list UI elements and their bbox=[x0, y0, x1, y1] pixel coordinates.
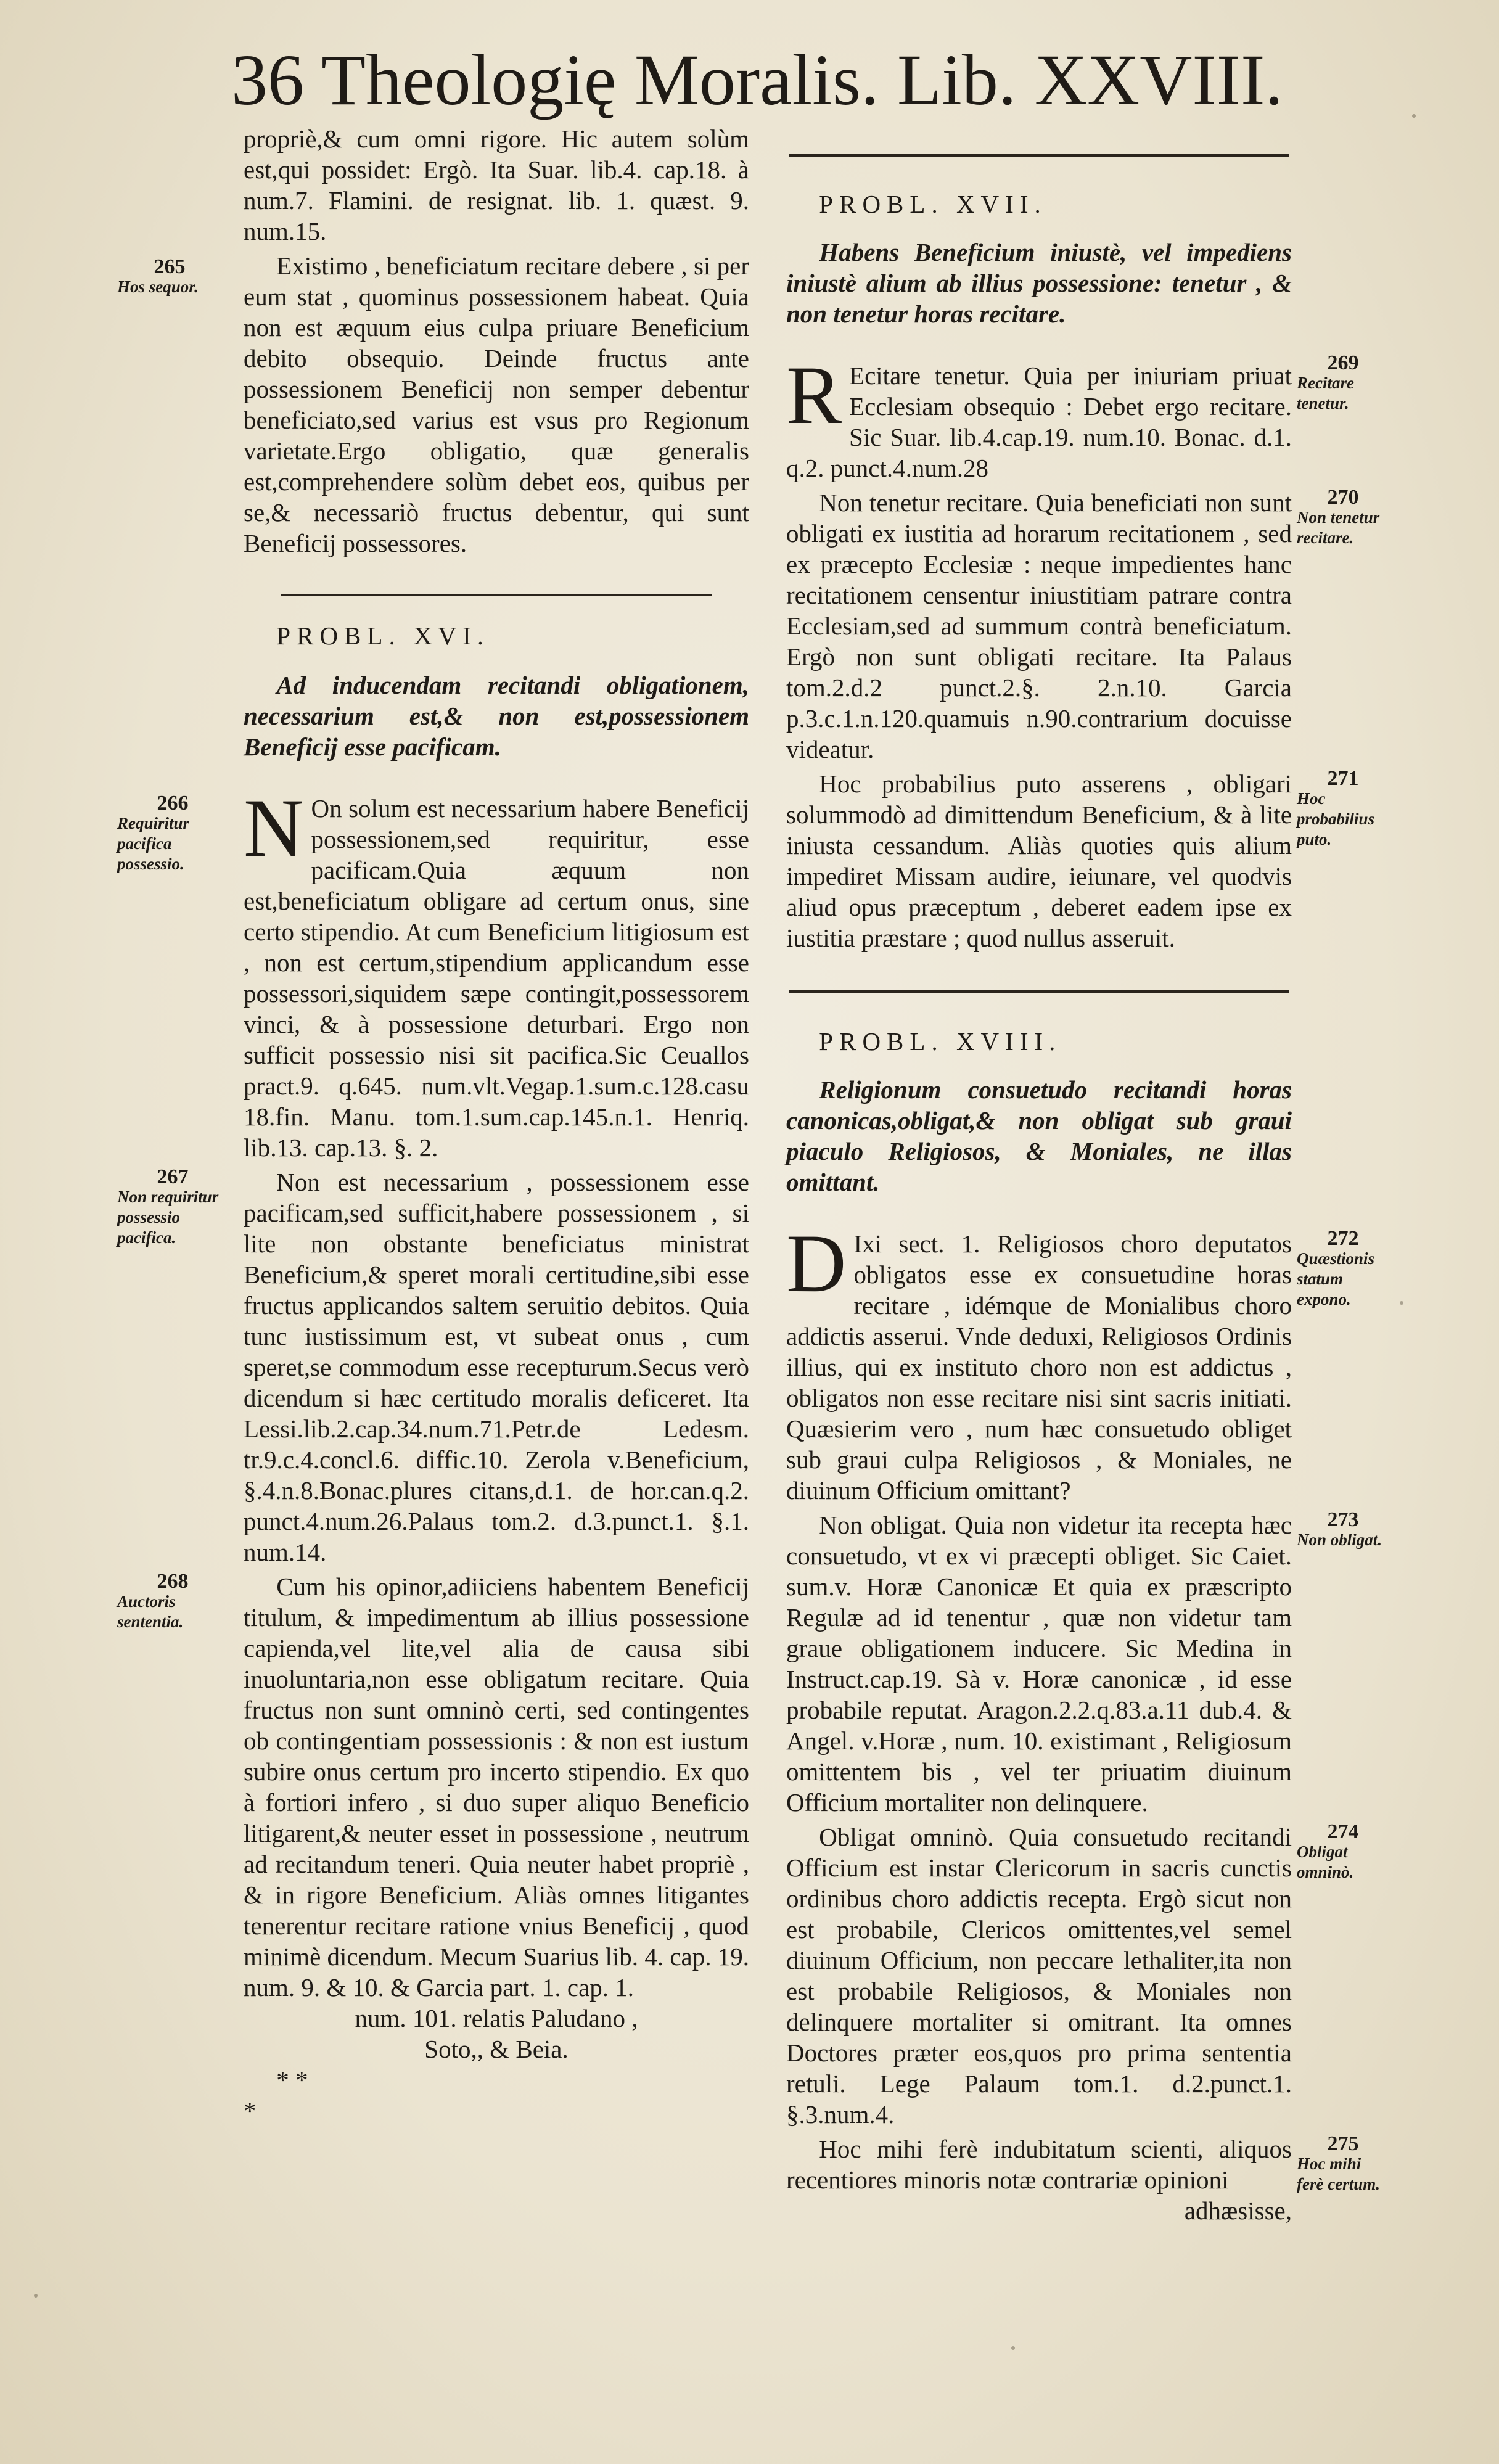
problem-16-heading bbox=[244, 620, 749, 762]
paragraph-text: Existimo , beneficiatum recitare debere , si per eum stat , quominus possessionem habeat. Quia non est æquum eius culpa priuare Beneficium debito obsequio. Deinde fructus ante possessionem Beneficij non semper debentur beneficiato,sed varius est vsus pro Regionum varietate.Ergo obligatio, quæ generalis est,comprehendere solùm debet eos, quibus per se,& necessariò fructus debentur, qui sunt Beneficij possessores. bbox=[244, 252, 749, 557]
problem-title: PROBL. XVII. bbox=[819, 190, 1047, 218]
problem-17-heading bbox=[786, 189, 1292, 329]
margin-note-275 bbox=[1297, 2133, 1389, 2195]
paragraph-end-line: num. 101. relatis Paludano , bbox=[355, 2004, 638, 2032]
margin-note-274 bbox=[1297, 1821, 1389, 1883]
paragraph-268 bbox=[117, 1570, 749, 2064]
page-header bbox=[231, 37, 1283, 123]
problem-18-heading bbox=[786, 1026, 1292, 1197]
margin-note-text: Requiritur pacifica possessio. bbox=[117, 814, 190, 873]
paragraph-number: 272 bbox=[1327, 1227, 1359, 1250]
paragraph-270 bbox=[786, 486, 1380, 765]
problem-description: Ad inducendam recitandi obligationem, necessarium est,& non est,possessionem Beneficij esse pacificam. bbox=[244, 671, 749, 761]
paragraph-265 bbox=[117, 250, 749, 559]
paragraph-end-line: Soto,, & Beia. bbox=[424, 2035, 569, 2063]
paragraph-text: Ecitare tenetur. Quia per iniuriam priuat Ecclesiam obsequio : Debet ergo recitare. Sic Suar. lib.4.cap.19. num.10. Bonac. d.1. q.2. punct.4.num.28 bbox=[786, 361, 1292, 482]
margin-note-text: Non tenetur recitare. bbox=[1297, 508, 1380, 547]
paragraph-273 bbox=[786, 1508, 1382, 1818]
left-column bbox=[117, 123, 749, 2126]
margin-note-text: Non obligat. bbox=[1297, 1530, 1382, 1549]
margin-note-text: Obligat omninò. bbox=[1297, 1842, 1354, 1881]
drop-cap: N bbox=[244, 782, 304, 874]
problem-title: PROBL. XVI. bbox=[276, 622, 490, 650]
paragraph-number: 270 bbox=[1327, 486, 1359, 509]
running-title: Theologię Moralis. Lib. XXVIII. bbox=[321, 39, 1283, 120]
paragraph-text: Cum his opinor,adiiciens habentem Beneficij titulum, & impedimentum ab illius possessione capienda,vel lite,vel alia de causa sibi inuoluntaria,non esse obligatum recitare. Quia fructus non sunt omninò certi, sed contingentes ob contingentiam possessionis : & non est iustum subire onus certum pro incerto stipendio. Ex quo à fortiori infero , si duo super aliquo Beneficio litigarent,& neuter esset in possessione , neutrum ad recitandum teneri. Quia neuter habet propriè , & in rigore Beneficium. Aliàs omnes litigantes tenerentur recitare ratione vnius Beneficij , quod minimè dicendum. Mecum Suarius lib. 4. cap. 19. num. 9. & 10. & Garcia part. 1. cap. 1. bbox=[244, 1572, 749, 2002]
paper-speck bbox=[34, 2294, 38, 2298]
section-divider bbox=[789, 990, 1289, 993]
problem-description: Habens Beneficium iniustè, vel impediens iniustè alium ab illius possessione: tenetur , & non tenetur horas recitare. bbox=[786, 238, 1292, 328]
paper-speck bbox=[1400, 1301, 1403, 1305]
paragraph-number: 265 bbox=[154, 255, 186, 278]
problem-title: PROBL. XVIII. bbox=[819, 1027, 1062, 1056]
drop-cap: D bbox=[786, 1218, 847, 1310]
problem-description: Religionum consuetudo recitandi horas canonicas,obligat,& non obligat sub graui piaculo Religiosos, & Moniales, ne illas omittant. bbox=[786, 1075, 1292, 1196]
margin-note-text: Hoc probabilius puto. bbox=[1297, 789, 1375, 848]
catchword: adhæsisse, bbox=[1184, 2196, 1292, 2225]
page-number: 36 bbox=[231, 39, 304, 120]
paragraph-text: Ixi sect. 1. Religiosos choro deputatos obligatos esse ex consuetudine horas recitare , idémque de Monialibus choro addictis asserui. Vnde deduxi, Religiosos Ordinis illius, qui ex instituto choro non est addictus , obligatos non esse recitare nisi sint sacris initiati. Quæsierim vero , num hæc consuetudo obliget sub graui culpa Religiosos , & Moniales, ne diuinum Officium omittant? bbox=[786, 1230, 1292, 1505]
paragraph-text: Non tenetur recitare. Quia beneficiati non sunt obligati ex iustitia ad horarum recitationem , sed ex præcepto Ecclesiæ : neque impedientes hanc recitationem censentur iniustitiam patrare contra Ecclesiam,sed ad summum contrà beneficiatum. Ergò non sunt obligati recitare. Ita Palaus tom.2.d.2 punct.2.§. 2.n.10. Garcia p.3.c.1.n.120.quamuis n.90.contrarium docuisse videatur. bbox=[786, 488, 1292, 763]
paragraph-text: Non obligat. Quia non videtur ita recepta hæc consuetudo, vt ex vi præcepti obliget. Sic Caiet. sum.v. Horæ Canonicæ Et quia ex præscripto Regulæ ad id tenentur , quæ non videtur tam graue obligationem inducere. Sic Medina in Instruct.cap.19. Sà v. Horæ canonicæ , id esse probabile reputat. Aragon.2.2.q.83.a.11 dub.4. & Angel. v.Horæ , num. 10. existimant , Religiosum omittentem bis , vel ter priuatim diuinum Officium mortaliter non delinquere. bbox=[786, 1511, 1292, 1817]
paragraph-272 bbox=[786, 1218, 1375, 1506]
margin-note-text: Non requiritur possessio pacifica. bbox=[117, 1188, 219, 1247]
section-divider bbox=[789, 154, 1289, 157]
paragraph-267 bbox=[117, 1165, 749, 1567]
paragraph-number: 268 bbox=[157, 1570, 189, 1593]
margin-note-268 bbox=[117, 1571, 228, 1632]
paragraph-text: Non est necessarium , possessionem esse pacificam,sed sufficit,habere possessionem , si lite non obstante beneficiatus ministrat Beneficium,& speret morali certitudine,sibi esse fructus applicandos saltem seruitio debitos. Quia tunc iustissimum est, vt subeat onus , cum speret,se commodum esse recepturum.Secus verò dicendum si hæc certitudo moralis deficeret. Ita Lessi.lib.2.cap.34.num.71.Petr.de Ledesm. tr.9.c.4.concl.6. diffic.10. Zerola v.Beneficium, §.4.n.8.Bonac.plures citans,d.1. de hor.can.q.2. punct.4.num.26.Palaus tom.2. d.3.punct.1. §.1. num.14. bbox=[244, 1168, 749, 1566]
margin-note-269 bbox=[1297, 353, 1389, 414]
paragraph-271 bbox=[786, 767, 1375, 953]
margin-note-270 bbox=[1297, 487, 1389, 548]
paragraph-number: 269 bbox=[1327, 351, 1359, 374]
margin-note-271 bbox=[1297, 768, 1389, 850]
paper-speck bbox=[1011, 2346, 1015, 2350]
paragraph-269 bbox=[786, 350, 1359, 483]
margin-note-text: Quæstionis statum expono. bbox=[1297, 1249, 1375, 1308]
margin-note-text: Auctoris sententia. bbox=[117, 1592, 184, 1631]
paragraph-274 bbox=[786, 1820, 1359, 2130]
paragraph-number: 274 bbox=[1327, 1820, 1359, 1843]
paragraph-275 bbox=[786, 2132, 1380, 2226]
section-divider bbox=[281, 594, 712, 596]
paper-speck bbox=[1412, 114, 1416, 118]
drop-cap: R bbox=[786, 350, 842, 441]
margin-note-272 bbox=[1297, 1228, 1389, 1310]
paragraph-number: 271 bbox=[1327, 767, 1359, 790]
paragraph-text: Hoc probabilius puto asserens , obligari solummodò ad dimittendum Beneficium, & à lite iniusta cessandum. Aliàs quoties quis alium impediret Missam audire, ieiunare, vel quodvis aliud opus præceptum , deberet eadem ipse ex iustitia præstare ; quod nullus asseruit. bbox=[786, 770, 1292, 952]
margin-note-text: Hoc mihi ferè certum. bbox=[1297, 2154, 1380, 2193]
paragraph-text: On solum est necessarium habere Beneficij possessionem,sed requiritur, esse pacificam.Quia æquum non est,beneficiatum obligare ad certum onus, sine certo stipendio. At cum Beneficium litigiosum est , non est certum,stipendium applicandum esse possessori,siquidem sæpe contingit,possessorem vinci, & à possessione deturbari. Ergo non sufficit possessio nisi sit pacifica.Sic Ceuallos pract.9. q.645. num.vlt.Vegap.1.sum.c.128.casu 18.fin. Manu. tom.1.sum.cap.145.n.1. Henriq. lib.13. cap.13. §. 2. bbox=[244, 794, 749, 1162]
ornament-stars: * * * bbox=[244, 2066, 308, 2125]
right-column bbox=[786, 154, 1382, 2226]
margin-note-267 bbox=[117, 1167, 228, 1248]
margin-note-273 bbox=[1297, 1509, 1389, 1550]
paragraph-number: 273 bbox=[1327, 1508, 1359, 1531]
paragraph-text: Hoc mihi ferè indubitatum scienti, aliquos recentiores minoris notæ contrariæ opinioni bbox=[786, 2135, 1292, 2194]
intro-paragraph: propriè,& cum omni rigore. Hic autem solùm est,qui possidet: Ergò. Ita Suar. lib.4. cap.18. à num.7. Flamini. de resignat. lib. 1. quæst. 9. num.15. bbox=[244, 125, 749, 245]
paragraph-266 bbox=[117, 782, 749, 1163]
margin-note-265 bbox=[117, 257, 222, 297]
margin-note-266 bbox=[117, 793, 228, 874]
paragraph-text: Obligat omninò. Quia consuetudo recitandi Officium est instar Clericorum in sacris cunctis ordinibus choro addictis recepta. Ergò sicut non est probabile, Clericos omittentes,vel semel diuinum Officium, non peccare lethaliter,ita non est probabile Religiosos, & Moniales non delinquere mortaliter si omitrant. Ita omnes Doctores præter eos,quos pro prima sententia retuli. Lege Palaum tom.1. d.2.punct.1. §.3.num.4. bbox=[786, 1823, 1292, 2129]
margin-note-text: Recitare tenetur. bbox=[1297, 374, 1354, 413]
paragraph-number: 266 bbox=[157, 792, 189, 815]
paragraph-number: 275 bbox=[1327, 2132, 1359, 2155]
paragraph-number: 267 bbox=[157, 1165, 189, 1188]
margin-note-text: Hos sequor. bbox=[117, 277, 199, 296]
